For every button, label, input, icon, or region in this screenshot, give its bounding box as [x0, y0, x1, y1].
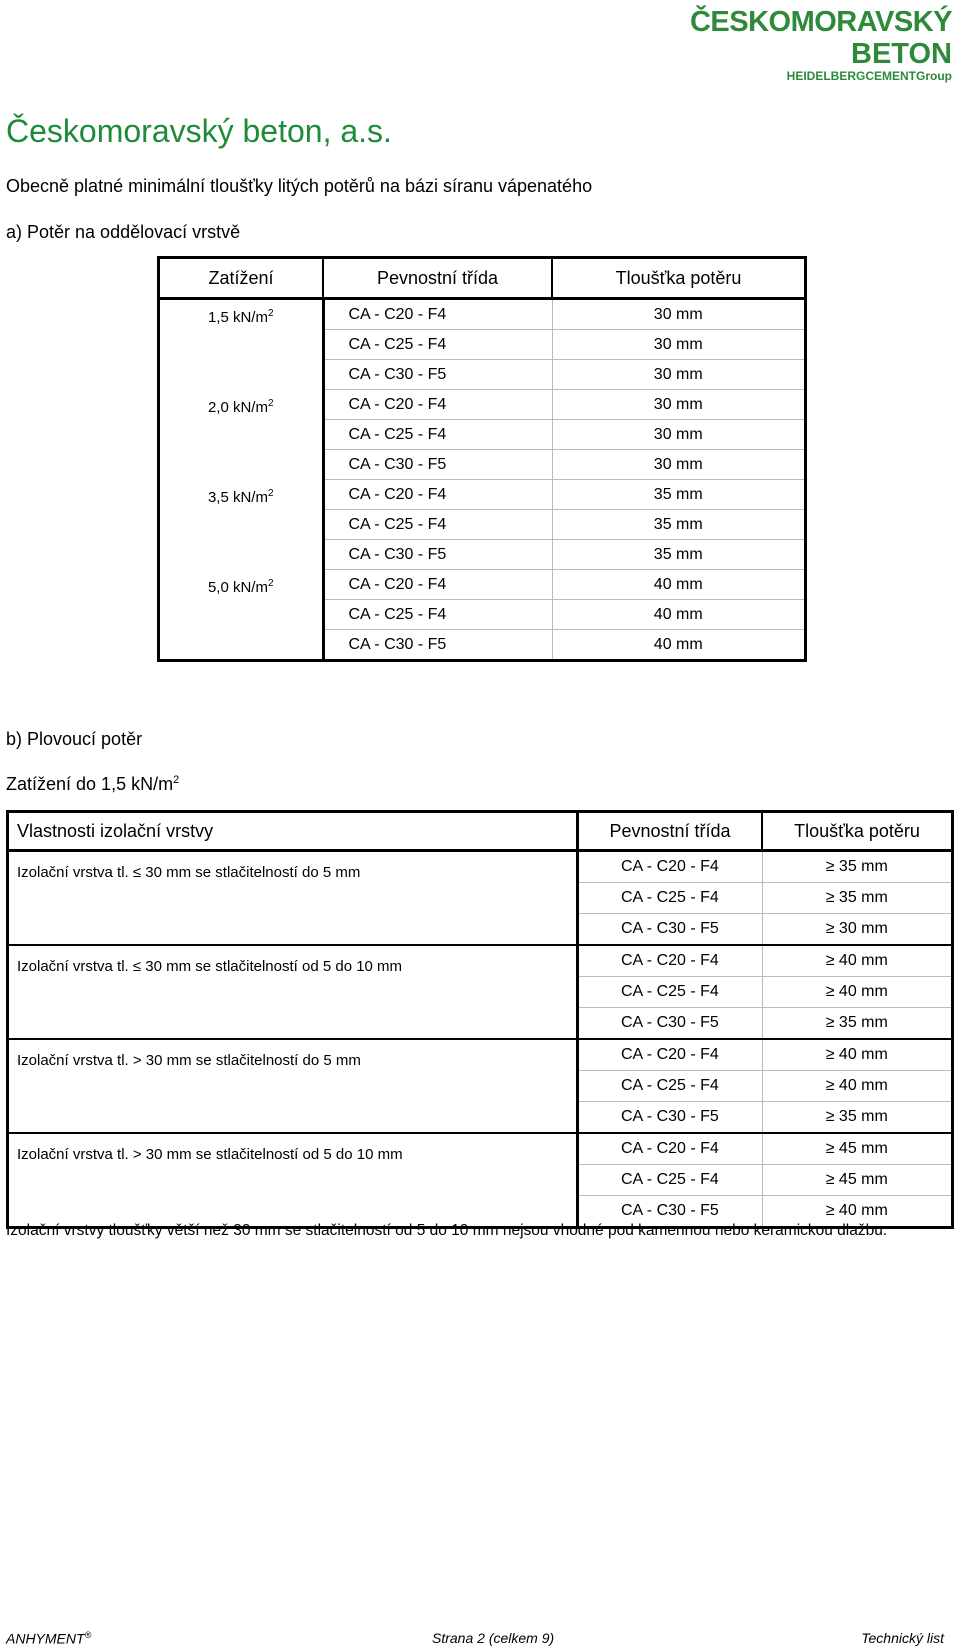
- load-superscript: 2: [267, 577, 274, 589]
- header-strength-class: Pevnostní třída: [578, 812, 763, 851]
- footer-page-number: Strana 2 (celkem 9): [432, 1630, 555, 1646]
- table-row: [159, 570, 806, 600]
- thickness-cell: 40 mm: [552, 570, 806, 600]
- strength-class-cell: CA - C25 - F4: [323, 330, 552, 360]
- load-cell: [159, 570, 324, 661]
- table-row: [159, 480, 806, 510]
- insulation-property-cell: Izolační vrstva tl. > 30 mm se stlačitelností do 5 mm: [8, 1039, 578, 1133]
- strength-class-cell: CA - C30 - F5: [323, 630, 552, 661]
- load-value: 2,0 kN/m: [207, 398, 268, 416]
- footer-doc-type: Technický list: [861, 1630, 944, 1646]
- load-value: 1,5 kN/m: [207, 309, 268, 326]
- load-cell: [159, 299, 324, 390]
- load-value: 5,0 kN/m: [207, 578, 268, 596]
- strength-class-cell: CA - C20 - F4: [578, 1133, 763, 1165]
- strength-class-cell: CA - C25 - F4: [578, 977, 763, 1008]
- table-row: [8, 1039, 953, 1071]
- thickness-cell: 35 mm: [552, 540, 806, 570]
- thickness-cell: ≥ 35 mm: [762, 1008, 953, 1040]
- strength-class-cell: CA - C25 - F4: [578, 1071, 763, 1102]
- thickness-cell: 30 mm: [552, 450, 806, 480]
- load-superscript: 2: [173, 774, 180, 786]
- thickness-cell: ≥ 35 mm: [762, 851, 953, 883]
- table-floating-screed: [6, 810, 954, 1229]
- thickness-cell: ≥ 30 mm: [762, 914, 953, 946]
- load-value: 3,5 kN/m: [207, 488, 268, 506]
- strength-class-cell: CA - C30 - F5: [323, 540, 552, 570]
- section-b-heading: b) Plovoucí potěr: [6, 729, 143, 749]
- strength-class-cell: CA - C20 - F4: [323, 480, 552, 510]
- insulation-property-cell: Izolační vrstva tl. ≤ 30 mm se stlačitelností od 5 do 10 mm: [8, 945, 578, 1039]
- thickness-cell: ≥ 40 mm: [762, 945, 953, 977]
- thickness-cell: 35 mm: [552, 510, 806, 540]
- thickness-cell: 30 mm: [552, 360, 806, 390]
- strength-class-cell: CA - C30 - F5: [578, 914, 763, 946]
- thickness-cell: 30 mm: [552, 330, 806, 360]
- strength-class-cell: CA - C25 - F4: [578, 883, 763, 914]
- load-cell: [159, 480, 324, 570]
- table-header-row: [159, 258, 806, 299]
- thickness-cell: ≥ 35 mm: [762, 883, 953, 914]
- thickness-cell: ≥ 45 mm: [762, 1165, 953, 1196]
- thickness-cell: 40 mm: [552, 630, 806, 661]
- insulation-property-cell: Izolační vrstva tl. ≤ 30 mm se stlačitelností do 5 mm: [8, 851, 578, 946]
- strength-class-cell: CA - C30 - F5: [578, 1008, 763, 1040]
- table-row: [8, 851, 953, 883]
- strength-class-cell: CA - C30 - F5: [578, 1102, 763, 1134]
- company-logo: [690, 6, 952, 86]
- thickness-cell: 35 mm: [552, 480, 806, 510]
- thickness-cell: 40 mm: [552, 600, 806, 630]
- header-thickness: Tloušťka potěru: [762, 812, 953, 851]
- logo-line2: BETON: [851, 38, 952, 70]
- insulation-property-cell: Izolační vrstva tl. > 30 mm se stlačitelností od 5 do 10 mm: [8, 1133, 578, 1228]
- strength-class-cell: CA - C20 - F4: [323, 299, 552, 330]
- thickness-cell: ≥ 40 mm: [762, 977, 953, 1008]
- strength-class-cell: CA - C25 - F4: [578, 1165, 763, 1196]
- strength-class-cell: CA - C20 - F4: [578, 851, 763, 883]
- footer-product: [6, 1630, 91, 1647]
- section-a-heading: a) Potěr na oddělovací vrstvě: [6, 222, 241, 242]
- load-cell: [159, 390, 324, 480]
- strength-class-cell: CA - C20 - F4: [323, 570, 552, 600]
- header-strength-class: Pevnostní třída: [323, 258, 552, 299]
- load-label: Zatížení do 1,5 kN/m: [6, 774, 174, 794]
- header-load: Zatížení: [159, 258, 324, 299]
- thickness-cell: ≥ 40 mm: [762, 1039, 953, 1071]
- thickness-cell: ≥ 40 mm: [762, 1071, 953, 1102]
- strength-class-cell: CA - C20 - F4: [578, 945, 763, 977]
- thickness-cell: ≥ 35 mm: [762, 1102, 953, 1134]
- strength-class-cell: CA - C30 - F5: [578, 1196, 763, 1228]
- section-b-load: [6, 774, 179, 795]
- logo-line3: HEIDELBERGCEMENTGroup: [786, 69, 952, 83]
- strength-class-cell: CA - C25 - F4: [323, 600, 552, 630]
- table-header-row: [8, 812, 953, 851]
- logo-line1: ČESKOMORAVSKÝ: [689, 6, 952, 38]
- strength-class-cell: CA - C30 - F5: [323, 360, 552, 390]
- table-separating-layer: [157, 256, 807, 662]
- thickness-cell: 30 mm: [552, 390, 806, 420]
- header-properties: Vlastnosti izolační vrstvy: [8, 812, 578, 851]
- header-thickness: Tloušťka potěru: [552, 258, 806, 299]
- document-subtitle: Obecně platné minimální tloušťky litých potěrů na bázi síranu vápenatého: [6, 176, 593, 196]
- load-superscript: 2: [267, 308, 274, 319]
- table-row: [8, 945, 953, 977]
- load-superscript: 2: [267, 397, 274, 409]
- table-row: [8, 1133, 953, 1165]
- registered-mark: ®: [84, 1630, 92, 1640]
- thickness-cell: ≥ 40 mm: [762, 1196, 953, 1228]
- product-name: ANHYMENT: [6, 1630, 85, 1647]
- thickness-cell: ≥ 45 mm: [762, 1133, 953, 1165]
- table-row: [159, 299, 806, 330]
- load-superscript: 2: [267, 487, 274, 499]
- table-row: [159, 390, 806, 420]
- strength-class-cell: CA - C20 - F4: [578, 1039, 763, 1071]
- thickness-cell: 30 mm: [552, 299, 806, 330]
- strength-class-cell: CA - C20 - F4: [323, 390, 552, 420]
- footnote: Izolační vrstvy tloušťky větší než 30 mm se stlačitelností od 5 do 10 mm nejsou vhodné pod kamennou nebo keramickou dlažbu.: [6, 1222, 888, 1239]
- strength-class-cell: CA - C25 - F4: [323, 420, 552, 450]
- strength-class-cell: CA - C30 - F5: [323, 450, 552, 480]
- strength-class-cell: CA - C25 - F4: [323, 510, 552, 540]
- thickness-cell: 30 mm: [552, 420, 806, 450]
- company-name: Českomoravský beton, a.s.: [6, 113, 392, 149]
